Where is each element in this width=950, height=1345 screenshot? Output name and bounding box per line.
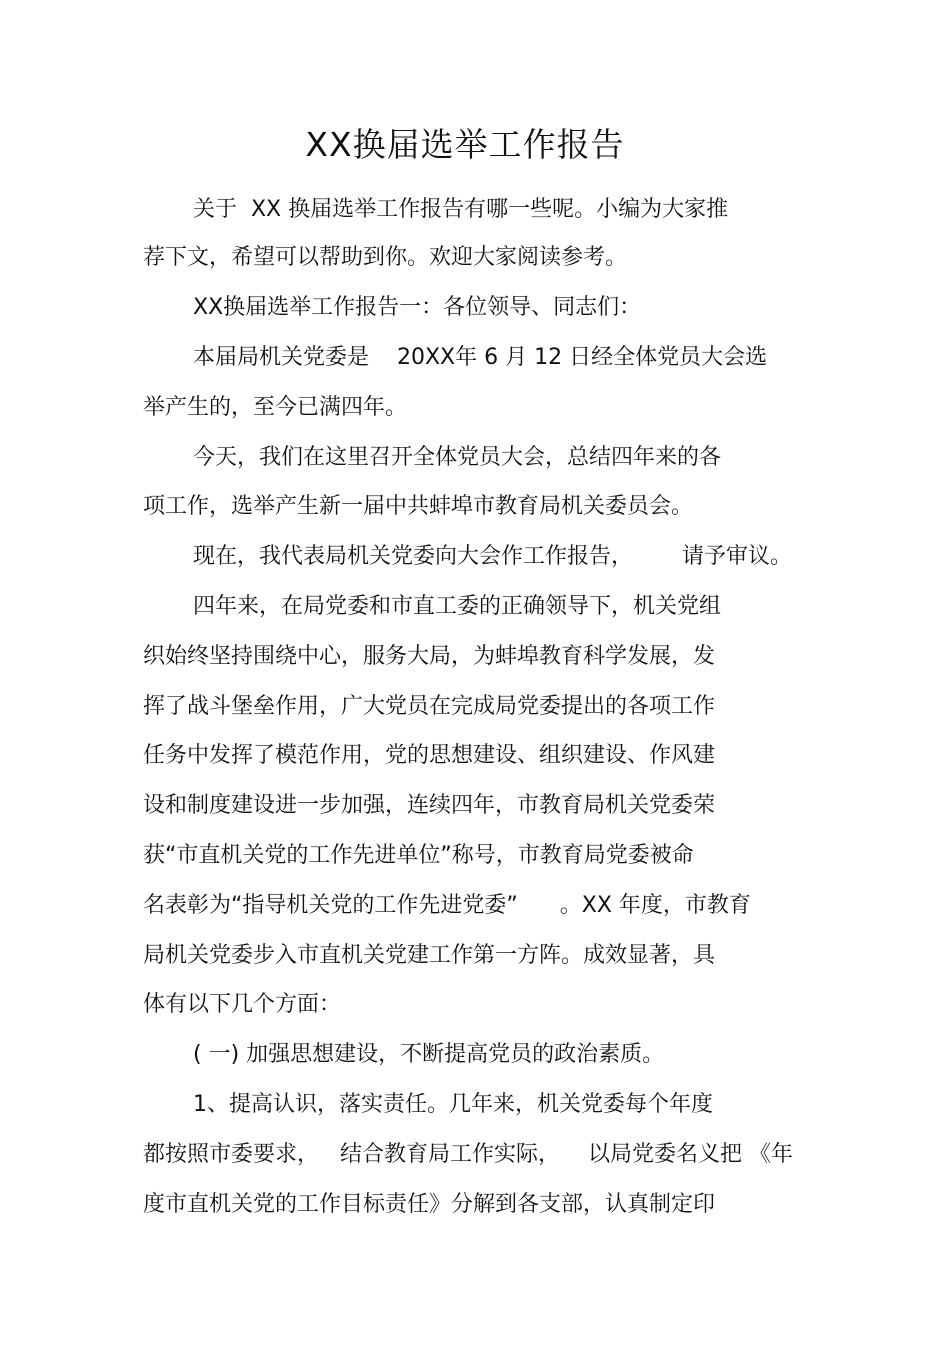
paragraph-line: 今天，我们在这里召开全体党员大会，总结四年来的各 (193, 445, 722, 470)
paragraph-line: 四年来，在局党委和市直工委的正确领导下，机关党组 (193, 594, 722, 619)
paragraph-line: 任务中发挥了模范作用，党的思想建设、组织建设、作风建 (143, 743, 716, 768)
paragraph-line: 局机关党委步入市直机关党建工作第一方阵。成效显著，具 (143, 943, 716, 968)
paragraph-line: 挥了战斗堡垒作用，广大党员在完成局党委提出的各项工作 (143, 694, 716, 719)
paragraph-line: XX换届选举工作报告一：各位领导、同志们： (193, 295, 642, 320)
document-title: XX换届选举工作报告 (305, 125, 625, 164)
paragraph-line: 设和制度建设进一步加强，连续四年，市教育局机关党委荣 (143, 793, 716, 818)
paragraph-line: 荐下文，希望可以帮助到你。欢迎大家阅读参考。 (143, 245, 628, 270)
paragraph-line: 名表彰为“指导机关党的工作先进党委” 。XX 年度，市教育 (143, 893, 751, 918)
paragraph-line: 织始终坚持围绕中心，服务大局，为蚌埠教育科学发展，发 (143, 644, 716, 669)
paragraph-line: 体有以下几个方面： (143, 992, 342, 1017)
paragraph-line: 举产生的，至今已满四年。 (143, 395, 408, 420)
paragraph-line: 1、提高认识，落实责任。几年来，机关党委每个年度 (193, 1092, 713, 1117)
paragraph-line: 获“市直机关党的工作先进单位”称号，市教育局党委被命 (143, 843, 694, 868)
paragraph-line: 关于 XX 换届选举工作报告有哪一些呢。小编为大家推 (193, 197, 729, 222)
paragraph-line: 度市直机关党的工作目标责任》分解到各支部，认真制定印 (143, 1192, 716, 1217)
paragraph-line: 现在，我代表局机关党委向大会作工作报告， 请予审议。 (193, 544, 792, 569)
section-heading: ( 一) 加强思想建设，不断提高党员的政治素质。 (193, 1042, 665, 1067)
paragraph-line: 本届局机关党委是 20XX年 6 月 12 日经全体党员大会选 (193, 345, 768, 370)
paragraph-line: 都按照市委要求， 结合教育局工作实际， 以局党委名义把 《年 (143, 1142, 793, 1167)
paragraph-line: 项工作，选举产生新一届中共蚌埠市教育局机关委员会。 (143, 494, 694, 519)
